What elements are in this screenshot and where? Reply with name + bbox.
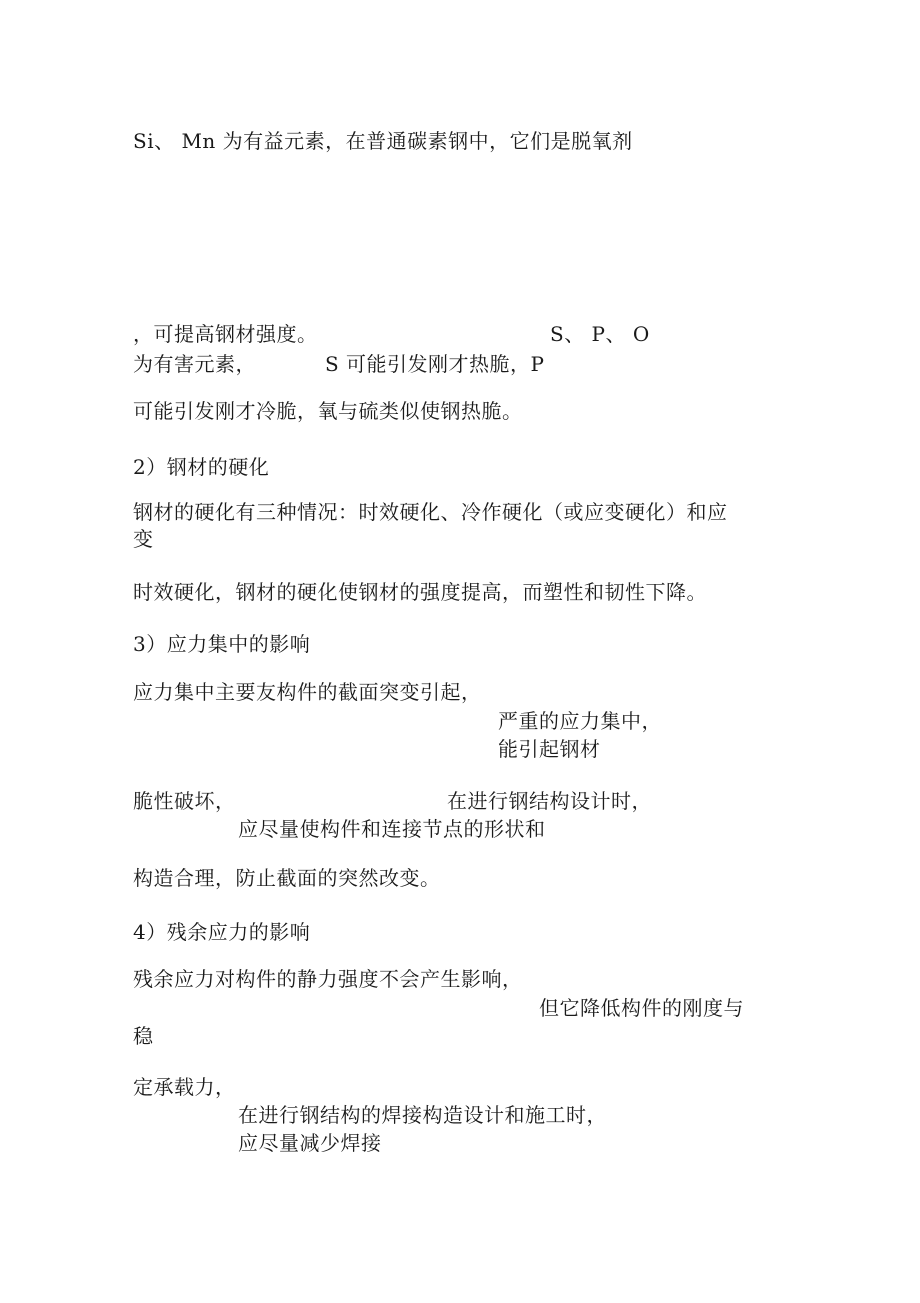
section-heading: 3）应力集中的影响 bbox=[133, 632, 311, 656]
paragraph-line: 在进行钢结构设计时， bbox=[447, 789, 652, 813]
paragraph-line: 时效硬化，钢材的硬化使钢材的强度提高，而塑性和韧性下降。 bbox=[133, 580, 707, 604]
paragraph-line: 残余应力对构件的静力强度不会产生影响， bbox=[133, 967, 523, 991]
paragraph-line: 构造合理，防止截面的突然改变。 bbox=[133, 866, 441, 890]
paragraph-line: 严重的应力集中， bbox=[498, 709, 662, 733]
paragraph-line: 稳 bbox=[133, 1024, 154, 1048]
paragraph-line: 在进行钢结构的焊接构造设计和施工时， bbox=[238, 1103, 607, 1127]
paragraph-line: S 可能引发刚才热脆，P bbox=[325, 352, 545, 376]
section-heading: 2）钢材的硬化 bbox=[133, 455, 270, 479]
paragraph-line: 定承载力， bbox=[133, 1075, 236, 1099]
paragraph-line: ，可提高钢材强度。 bbox=[133, 322, 318, 346]
paragraph-line: Si、 Mn 为有益元素，在普通碳素钢中，它们是脱氧剂 bbox=[133, 129, 633, 153]
paragraph-line: 脆性破坏， bbox=[133, 789, 236, 813]
paragraph-line: 变 bbox=[133, 527, 154, 551]
paragraph-line: 应尽量使构件和连接节点的形状和 bbox=[238, 817, 546, 841]
paragraph-line: 可能引发刚才冷脆，氧与硫类似使钢热脆。 bbox=[133, 399, 523, 423]
paragraph-line: 应尽量减少焊接 bbox=[238, 1131, 382, 1155]
paragraph-line: 钢材的硬化有三种情况：时效硬化、冷作硬化（或应变硬化）和应 bbox=[133, 500, 728, 524]
paragraph-line: 但它降低构件的刚度与 bbox=[539, 996, 744, 1020]
section-heading: 4）残余应力的影响 bbox=[133, 920, 311, 944]
paragraph-line: 应力集中主要友构件的截面突变引起， bbox=[133, 680, 482, 704]
paragraph-line: 能引起钢材 bbox=[498, 737, 601, 761]
paragraph-line: S、 P、 O bbox=[550, 322, 650, 346]
paragraph-line: 为有害元素， bbox=[133, 352, 256, 376]
